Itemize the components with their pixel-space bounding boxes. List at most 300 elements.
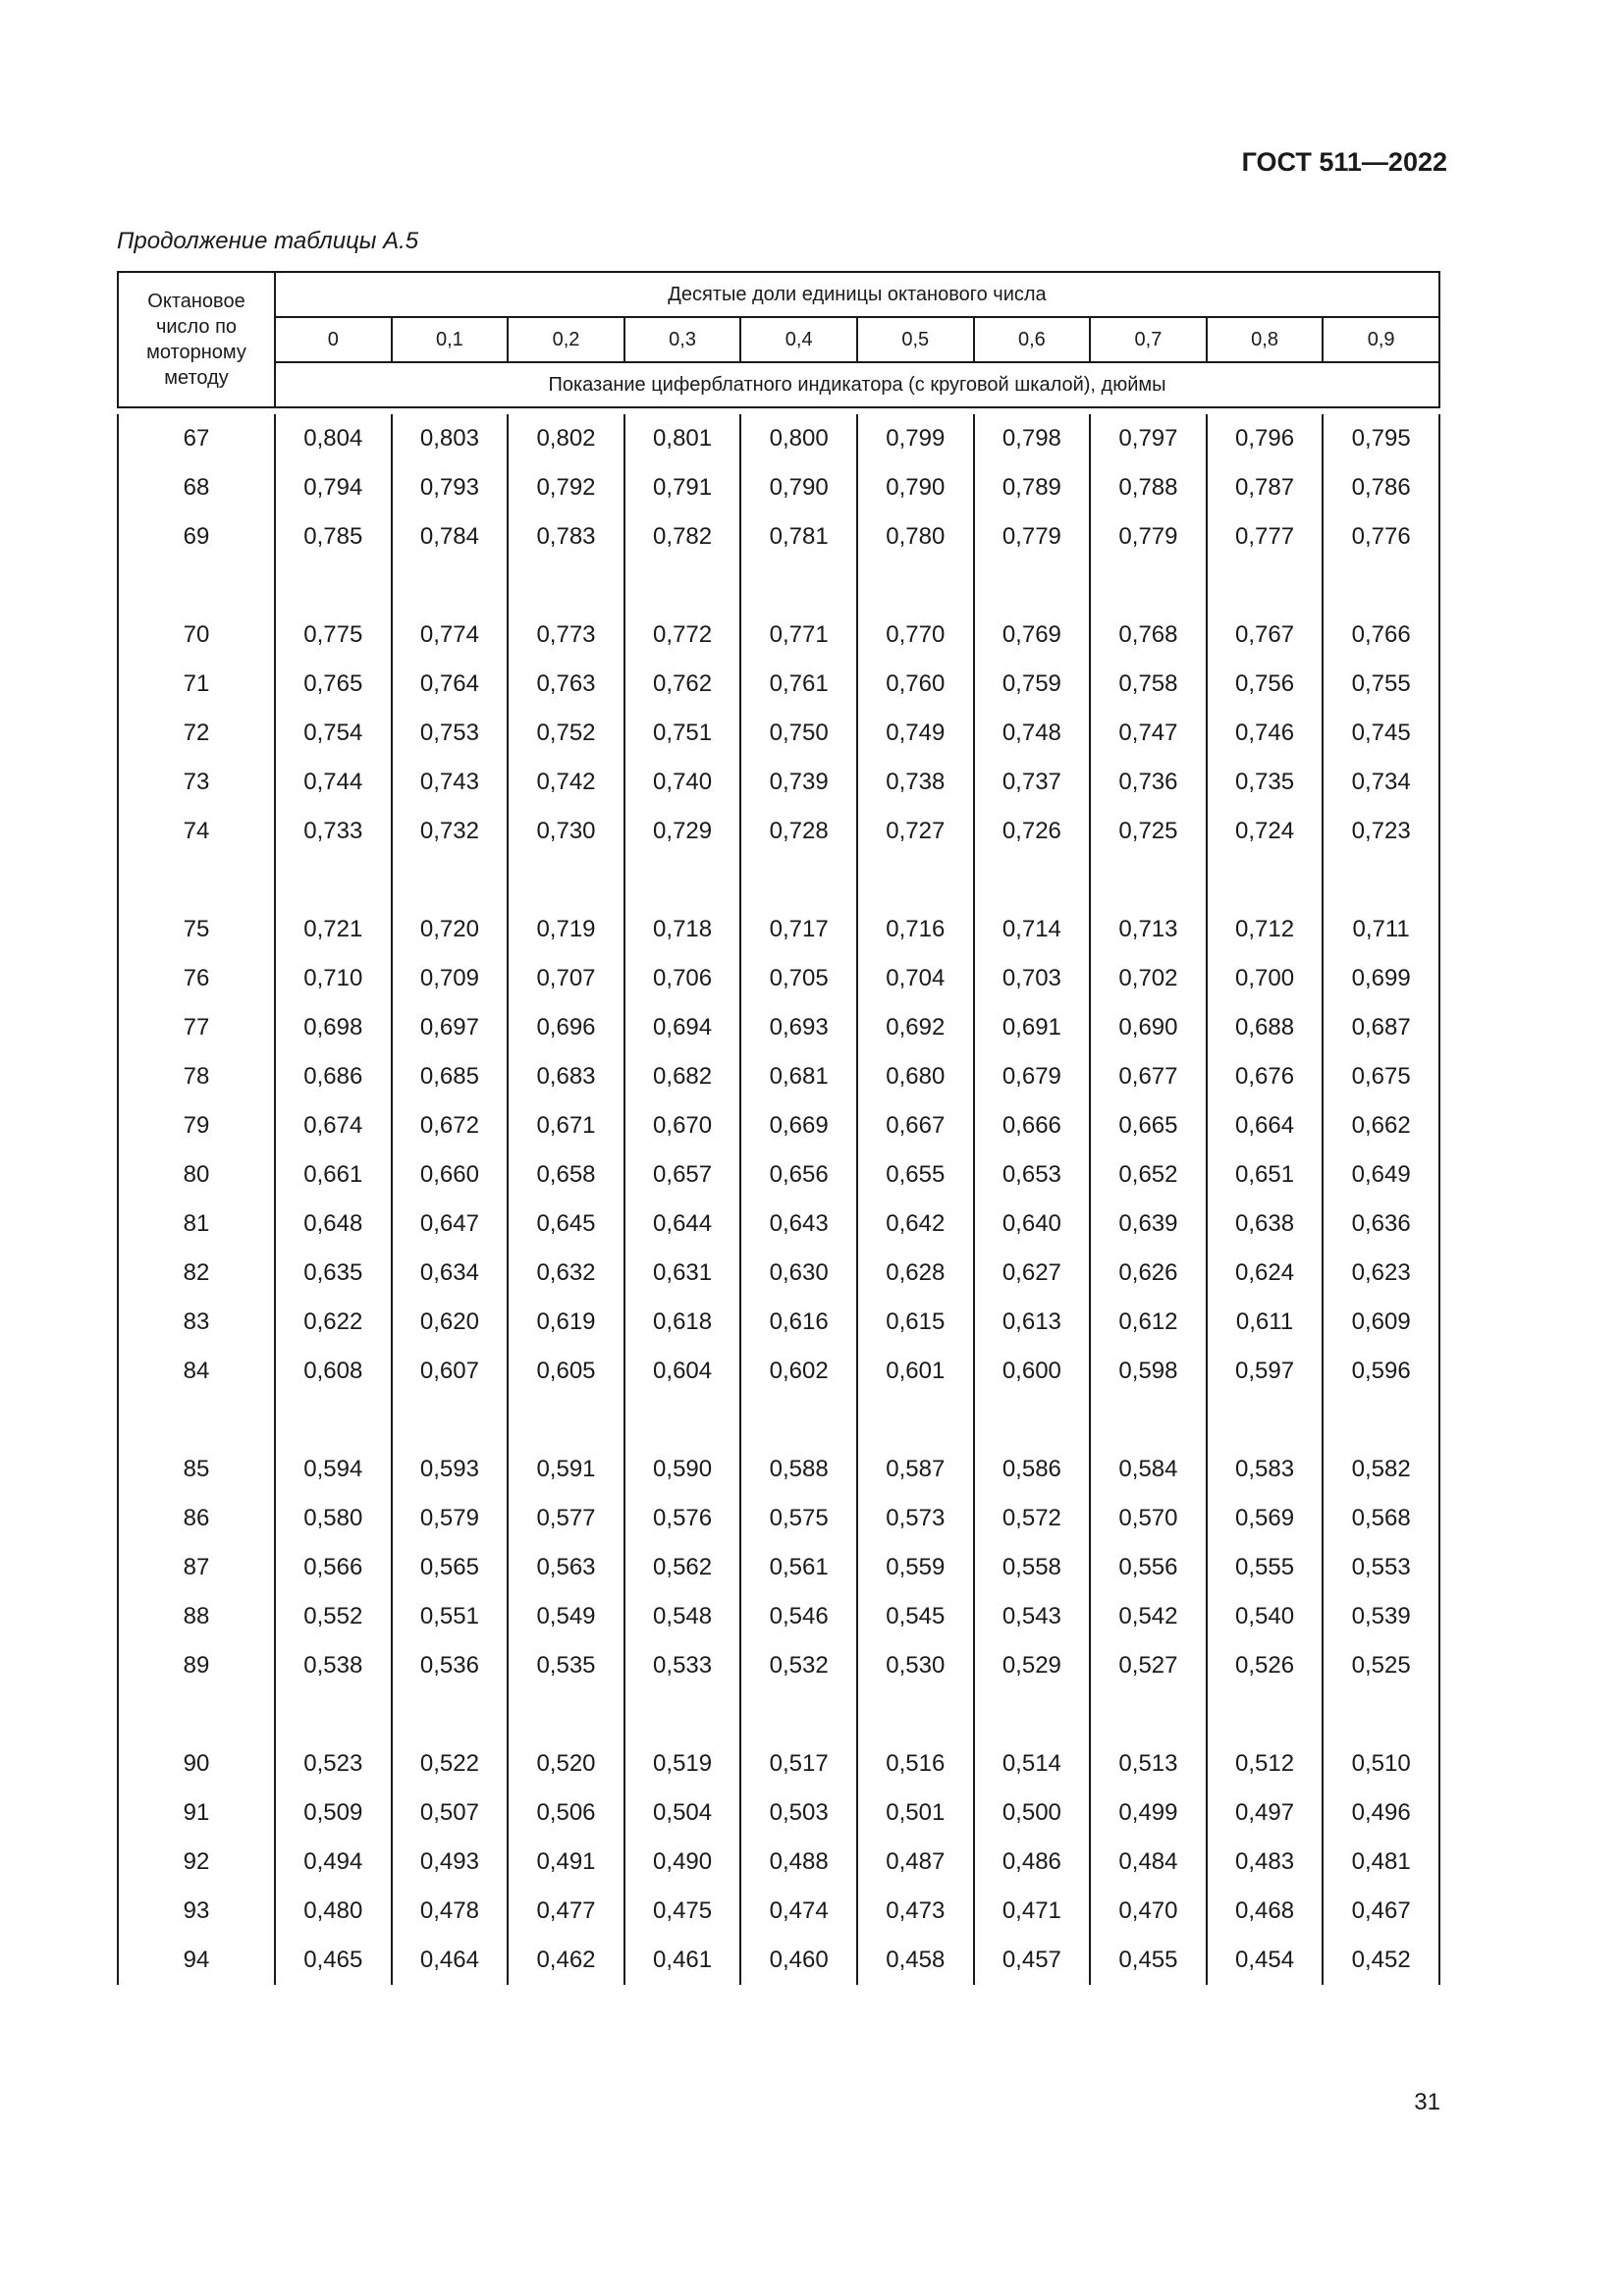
- reading-cell: 0,667: [857, 1101, 974, 1150]
- reading-cell: 0,655: [857, 1150, 974, 1200]
- reading-cell: 0,490: [624, 1838, 741, 1887]
- octane-number-cell: 70: [118, 611, 275, 660]
- octane-number-cell: 94: [118, 1936, 275, 1985]
- page-number: 31: [1414, 2089, 1440, 2115]
- reading-cell: 0,662: [1323, 1101, 1439, 1150]
- reading-cell: 0,755: [1323, 660, 1439, 709]
- reading-cell: 0,696: [508, 1003, 624, 1052]
- group-spacer: [118, 1690, 1439, 1739]
- column-header: 0,4: [740, 317, 857, 362]
- reading-cell: 0,455: [1090, 1936, 1207, 1985]
- reading-cell: 0,556: [1090, 1543, 1207, 1592]
- reading-cell: 0,467: [1323, 1887, 1439, 1936]
- reading-cell: 0,520: [508, 1739, 624, 1789]
- reading-cell: 0,643: [740, 1200, 857, 1249]
- reading-cell: 0,594: [275, 1445, 392, 1494]
- table-row: [118, 758, 1439, 807]
- reading-cell: 0,590: [624, 1445, 741, 1494]
- reading-cell: 0,771: [740, 611, 857, 660]
- reading-cell: 0,779: [1090, 512, 1207, 561]
- reading-cell: 0,645: [508, 1200, 624, 1249]
- reading-cell: 0,510: [1323, 1739, 1439, 1789]
- reading-cell: 0,766: [1323, 611, 1439, 660]
- reading-cell: 0,735: [1207, 758, 1324, 807]
- reading-cell: 0,700: [1207, 954, 1324, 1003]
- reading-cell: 0,711: [1323, 905, 1439, 954]
- reading-cell: 0,802: [508, 414, 624, 463]
- reading-cell: 0,457: [974, 1936, 1091, 1985]
- reading-cell: 0,529: [974, 1641, 1091, 1690]
- reading-cell: 0,503: [740, 1789, 857, 1838]
- reading-cell: 0,687: [1323, 1003, 1439, 1052]
- table-row: [118, 1347, 1439, 1396]
- reading-cell: 0,514: [974, 1739, 1091, 1789]
- reading-cell: 0,685: [392, 1052, 509, 1101]
- reading-cell: 0,720: [392, 905, 509, 954]
- table-row: [118, 709, 1439, 758]
- reading-cell: 0,738: [857, 758, 974, 807]
- reading-cell: 0,754: [275, 709, 392, 758]
- reading-cell: 0,584: [1090, 1445, 1207, 1494]
- reading-cell: 0,558: [974, 1543, 1091, 1592]
- spacer-cell: [740, 1690, 857, 1739]
- reading-cell: 0,532: [740, 1641, 857, 1690]
- reading-cell: 0,623: [1323, 1249, 1439, 1298]
- reading-cell: 0,692: [857, 1003, 974, 1052]
- reading-cell: 0,587: [857, 1445, 974, 1494]
- reading-cell: 0,660: [392, 1150, 509, 1200]
- reading-cell: 0,473: [857, 1887, 974, 1936]
- reading-cell: 0,758: [1090, 660, 1207, 709]
- reading-cell: 0,494: [275, 1838, 392, 1887]
- octane-number-cell: 81: [118, 1200, 275, 1249]
- spacer-cell: [624, 1396, 741, 1445]
- reading-cell: 0,775: [275, 611, 392, 660]
- reading-cell: 0,500: [974, 1789, 1091, 1838]
- octane-number-cell: 67: [118, 414, 275, 463]
- reading-cell: 0,549: [508, 1592, 624, 1641]
- reading-cell: 0,452: [1323, 1936, 1439, 1985]
- reading-cell: 0,525: [1323, 1641, 1439, 1690]
- reading-cell: 0,697: [392, 1003, 509, 1052]
- group-spacer: [118, 856, 1439, 905]
- table-row: [118, 1887, 1439, 1936]
- table-row: [118, 1150, 1439, 1200]
- spacer-cell: [1323, 1690, 1439, 1739]
- reading-cell: 0,762: [624, 660, 741, 709]
- reading-cell: 0,497: [1207, 1789, 1324, 1838]
- reading-cell: 0,705: [740, 954, 857, 1003]
- reading-cell: 0,688: [1207, 1003, 1324, 1052]
- reading-cell: 0,714: [974, 905, 1091, 954]
- reading-cell: 0,579: [392, 1494, 509, 1543]
- column-header: 0: [275, 317, 392, 362]
- reading-cell: 0,713: [1090, 905, 1207, 954]
- reading-cell: 0,612: [1090, 1298, 1207, 1347]
- column-header: 0,6: [974, 317, 1091, 362]
- reading-cell: 0,761: [740, 660, 857, 709]
- reading-cell: 0,573: [857, 1494, 974, 1543]
- spacer-cell: [1207, 1396, 1324, 1445]
- table-row: [118, 463, 1439, 512]
- reading-cell: 0,651: [1207, 1150, 1324, 1200]
- spacer-cell: [857, 561, 974, 611]
- reading-cell: 0,523: [275, 1739, 392, 1789]
- reading-cell: 0,561: [740, 1543, 857, 1592]
- table-row: [118, 660, 1439, 709]
- reading-cell: 0,507: [392, 1789, 509, 1838]
- reading-cell: 0,613: [974, 1298, 1091, 1347]
- reading-cell: 0,674: [275, 1101, 392, 1150]
- spacer-cell: [624, 561, 741, 611]
- reading-cell: 0,784: [392, 512, 509, 561]
- octane-number-cell: 69: [118, 512, 275, 561]
- reading-cell: 0,803: [392, 414, 509, 463]
- reading-cell: 0,519: [624, 1739, 741, 1789]
- reading-cell: 0,568: [1323, 1494, 1439, 1543]
- spacer-cell: [974, 1396, 1091, 1445]
- reading-cell: 0,672: [392, 1101, 509, 1150]
- octane-number-cell: 93: [118, 1887, 275, 1936]
- reading-cell: 0,779: [974, 512, 1091, 561]
- reading-cell: 0,454: [1207, 1936, 1324, 1985]
- octane-number-cell: 77: [118, 1003, 275, 1052]
- column-headers: [118, 317, 1439, 362]
- spacer-cell: [1207, 1690, 1324, 1739]
- reading-cell: 0,792: [508, 463, 624, 512]
- reading-cell: 0,602: [740, 1347, 857, 1396]
- reading-cell: 0,730: [508, 807, 624, 856]
- group-spacer: [118, 561, 1439, 611]
- reading-cell: 0,538: [275, 1641, 392, 1690]
- table-row: [118, 1494, 1439, 1543]
- reading-cell: 0,657: [624, 1150, 741, 1200]
- document-code: ГОСТ 511—2022: [1241, 147, 1447, 177]
- table-row: [118, 1200, 1439, 1249]
- reading-cell: 0,483: [1207, 1838, 1324, 1887]
- reading-cell: 0,575: [740, 1494, 857, 1543]
- table-body: [117, 414, 1440, 1985]
- reading-cell: 0,461: [624, 1936, 741, 1985]
- spacer-cell: [392, 561, 509, 611]
- reading-cell: 0,619: [508, 1298, 624, 1347]
- reading-cell: 0,491: [508, 1838, 624, 1887]
- reading-cell: 0,717: [740, 905, 857, 954]
- spacer-cell: [974, 561, 1091, 611]
- reading-cell: 0,458: [857, 1936, 974, 1985]
- reading-cell: 0,690: [1090, 1003, 1207, 1052]
- column-header: 0,1: [392, 317, 509, 362]
- spacer-cell: [1323, 1396, 1439, 1445]
- reading-cell: 0,522: [392, 1739, 509, 1789]
- octane-number-cell: 80: [118, 1150, 275, 1200]
- reading-cell: 0,509: [275, 1789, 392, 1838]
- reading-cell: 0,782: [624, 512, 741, 561]
- spacer-cell: [974, 1690, 1091, 1739]
- reading-cell: 0,640: [974, 1200, 1091, 1249]
- reading-cell: 0,611: [1207, 1298, 1324, 1347]
- reading-cell: 0,790: [740, 463, 857, 512]
- reading-cell: 0,563: [508, 1543, 624, 1592]
- reading-cell: 0,676: [1207, 1052, 1324, 1101]
- reading-cell: 0,569: [1207, 1494, 1324, 1543]
- reading-cell: 0,721: [275, 905, 392, 954]
- reading-cell: 0,608: [275, 1347, 392, 1396]
- reading-cell: 0,536: [392, 1641, 509, 1690]
- reading-cell: 0,481: [1323, 1838, 1439, 1887]
- spacer-cell: [1323, 856, 1439, 905]
- reading-cell: 0,670: [624, 1101, 741, 1150]
- reading-cell: 0,707: [508, 954, 624, 1003]
- reading-cell: 0,710: [275, 954, 392, 1003]
- spacer-cell: [118, 1396, 275, 1445]
- reading-cell: 0,555: [1207, 1543, 1324, 1592]
- reading-cell: 0,649: [1323, 1150, 1439, 1200]
- reading-cell: 0,597: [1207, 1347, 1324, 1396]
- reading-cell: 0,765: [275, 660, 392, 709]
- table-row: [118, 1838, 1439, 1887]
- reading-cell: 0,783: [508, 512, 624, 561]
- reading-cell: 0,471: [974, 1887, 1091, 1936]
- octane-number-cell: 78: [118, 1052, 275, 1101]
- reading-cell: 0,681: [740, 1052, 857, 1101]
- reading-cell: 0,480: [275, 1887, 392, 1936]
- reading-cell: 0,664: [1207, 1101, 1324, 1150]
- reading-cell: 0,734: [1323, 758, 1439, 807]
- reading-cell: 0,593: [392, 1445, 509, 1494]
- spacer-cell: [740, 1396, 857, 1445]
- reading-cell: 0,631: [624, 1249, 741, 1298]
- reading-cell: 0,785: [275, 512, 392, 561]
- reading-cell: 0,622: [275, 1298, 392, 1347]
- reading-cell: 0,647: [392, 1200, 509, 1249]
- octane-number-cell: 72: [118, 709, 275, 758]
- reading-cell: 0,749: [857, 709, 974, 758]
- reading-cell: 0,635: [275, 1249, 392, 1298]
- reading-cell: 0,683: [508, 1052, 624, 1101]
- reading-cell: 0,723: [1323, 807, 1439, 856]
- table-row: [118, 1445, 1439, 1494]
- reading-cell: 0,648: [275, 1200, 392, 1249]
- reading-cell: 0,748: [974, 709, 1091, 758]
- octane-number-cell: 74: [118, 807, 275, 856]
- top-header: Десятые доли единицы октанового числа: [275, 272, 1439, 317]
- octane-number-cell: 91: [118, 1789, 275, 1838]
- reading-cell: 0,543: [974, 1592, 1091, 1641]
- table-header: [117, 271, 1440, 408]
- reading-cell: 0,789: [974, 463, 1091, 512]
- reading-cell: 0,799: [857, 414, 974, 463]
- reading-cell: 0,553: [1323, 1543, 1439, 1592]
- reading-cell: 0,776: [1323, 512, 1439, 561]
- table-row: [118, 1298, 1439, 1347]
- reading-cell: 0,630: [740, 1249, 857, 1298]
- reading-cell: 0,577: [508, 1494, 624, 1543]
- reading-cell: 0,794: [275, 463, 392, 512]
- spacer-cell: [857, 1396, 974, 1445]
- reading-cell: 0,512: [1207, 1739, 1324, 1789]
- reading-cell: 0,774: [392, 611, 509, 660]
- reading-cell: 0,506: [508, 1789, 624, 1838]
- reading-cell: 0,694: [624, 1003, 741, 1052]
- reading-cell: 0,462: [508, 1936, 624, 1985]
- reading-cell: 0,484: [1090, 1838, 1207, 1887]
- reading-cell: 0,639: [1090, 1200, 1207, 1249]
- reading-cell: 0,533: [624, 1641, 741, 1690]
- table-row: [118, 1052, 1439, 1101]
- spacer-cell: [1090, 561, 1207, 611]
- reading-cell: 0,746: [1207, 709, 1324, 758]
- table-row: [118, 1592, 1439, 1641]
- reading-cell: 0,777: [1207, 512, 1324, 561]
- reading-cell: 0,739: [740, 758, 857, 807]
- reading-cell: 0,669: [740, 1101, 857, 1150]
- reading-cell: 0,702: [1090, 954, 1207, 1003]
- reading-cell: 0,624: [1207, 1249, 1324, 1298]
- reading-cell: 0,572: [974, 1494, 1091, 1543]
- reading-cell: 0,501: [857, 1789, 974, 1838]
- table-row: [118, 1543, 1439, 1592]
- reading-cell: 0,756: [1207, 660, 1324, 709]
- spacer-cell: [275, 1690, 392, 1739]
- reading-cell: 0,763: [508, 660, 624, 709]
- table-row: [118, 1936, 1439, 1985]
- reading-cell: 0,791: [624, 463, 741, 512]
- column-header: 0,7: [1090, 317, 1207, 362]
- reading-cell: 0,699: [1323, 954, 1439, 1003]
- octane-number-cell: 73: [118, 758, 275, 807]
- reading-cell: 0,745: [1323, 709, 1439, 758]
- octane-number-cell: 92: [118, 1838, 275, 1887]
- reading-cell: 0,615: [857, 1298, 974, 1347]
- octane-number-cell: 84: [118, 1347, 275, 1396]
- spacer-cell: [118, 856, 275, 905]
- units-header: Показание циферблатного индикатора (с круговой шкалой), дюймы: [275, 362, 1439, 407]
- spacer-cell: [275, 561, 392, 611]
- reading-cell: 0,548: [624, 1592, 741, 1641]
- reading-cell: 0,769: [974, 611, 1091, 660]
- table-row: [118, 1249, 1439, 1298]
- spacer-cell: [1207, 561, 1324, 611]
- reading-cell: 0,601: [857, 1347, 974, 1396]
- spacer-cell: [624, 856, 741, 905]
- reading-cell: 0,605: [508, 1347, 624, 1396]
- reading-cell: 0,698: [275, 1003, 392, 1052]
- reading-cell: 0,562: [624, 1543, 741, 1592]
- column-header: 0,2: [508, 317, 624, 362]
- reading-cell: 0,718: [624, 905, 741, 954]
- reading-cell: 0,732: [392, 807, 509, 856]
- reading-cell: 0,786: [1323, 463, 1439, 512]
- reading-cell: 0,726: [974, 807, 1091, 856]
- reading-cell: 0,742: [508, 758, 624, 807]
- spacer-cell: [508, 1396, 624, 1445]
- reading-cell: 0,487: [857, 1838, 974, 1887]
- reading-cell: 0,642: [857, 1200, 974, 1249]
- reading-cell: 0,744: [275, 758, 392, 807]
- reading-cell: 0,551: [392, 1592, 509, 1641]
- reading-cell: 0,609: [1323, 1298, 1439, 1347]
- spacer-cell: [275, 856, 392, 905]
- reading-cell: 0,644: [624, 1200, 741, 1249]
- reading-cell: 0,800: [740, 414, 857, 463]
- reading-cell: 0,760: [857, 660, 974, 709]
- reading-cell: 0,516: [857, 1739, 974, 1789]
- column-header: 0,8: [1207, 317, 1324, 362]
- spacer-cell: [1090, 856, 1207, 905]
- reading-cell: 0,665: [1090, 1101, 1207, 1150]
- spacer-cell: [857, 1690, 974, 1739]
- reading-cell: 0,517: [740, 1739, 857, 1789]
- reading-cell: 0,703: [974, 954, 1091, 1003]
- reading-cell: 0,740: [624, 758, 741, 807]
- reading-cell: 0,565: [392, 1543, 509, 1592]
- spacer-cell: [1090, 1690, 1207, 1739]
- table-row: [118, 905, 1439, 954]
- reading-cell: 0,693: [740, 1003, 857, 1052]
- reading-cell: 0,634: [392, 1249, 509, 1298]
- reading-cell: 0,546: [740, 1592, 857, 1641]
- table-row: [118, 611, 1439, 660]
- reading-cell: 0,570: [1090, 1494, 1207, 1543]
- reading-cell: 0,795: [1323, 414, 1439, 463]
- spacer-cell: [118, 1690, 275, 1739]
- reading-cell: 0,790: [857, 463, 974, 512]
- reading-cell: 0,475: [624, 1887, 741, 1936]
- reading-cell: 0,596: [1323, 1347, 1439, 1396]
- reading-cell: 0,465: [275, 1936, 392, 1985]
- reading-cell: 0,499: [1090, 1789, 1207, 1838]
- reading-cell: 0,580: [275, 1494, 392, 1543]
- reading-cell: 0,727: [857, 807, 974, 856]
- reading-cell: 0,661: [275, 1150, 392, 1200]
- spacer-cell: [275, 1396, 392, 1445]
- reading-cell: 0,636: [1323, 1200, 1439, 1249]
- reading-cell: 0,751: [624, 709, 741, 758]
- reading-cell: 0,628: [857, 1249, 974, 1298]
- column-header: 0,9: [1323, 317, 1439, 362]
- reading-cell: 0,729: [624, 807, 741, 856]
- reading-cell: 0,750: [740, 709, 857, 758]
- reading-cell: 0,656: [740, 1150, 857, 1200]
- reading-cell: 0,725: [1090, 807, 1207, 856]
- table-caption: Продолжение таблицы А.5: [117, 228, 419, 254]
- spacer-cell: [392, 856, 509, 905]
- reading-cell: 0,559: [857, 1543, 974, 1592]
- reading-cell: 0,460: [740, 1936, 857, 1985]
- spacer-cell: [1323, 561, 1439, 611]
- reading-cell: 0,545: [857, 1592, 974, 1641]
- reading-cell: 0,638: [1207, 1200, 1324, 1249]
- table-row: [118, 807, 1439, 856]
- octane-number-cell: 82: [118, 1249, 275, 1298]
- reading-cell: 0,583: [1207, 1445, 1324, 1494]
- reading-cell: 0,737: [974, 758, 1091, 807]
- spacer-cell: [508, 561, 624, 611]
- row-header-octane: Октановое число по моторному методу: [118, 272, 275, 407]
- reading-cell: 0,666: [974, 1101, 1091, 1150]
- reading-cell: 0,542: [1090, 1592, 1207, 1641]
- reading-cell: 0,530: [857, 1641, 974, 1690]
- spacer-cell: [1090, 1396, 1207, 1445]
- reading-cell: 0,796: [1207, 414, 1324, 463]
- reading-cell: 0,535: [508, 1641, 624, 1690]
- reading-cell: 0,736: [1090, 758, 1207, 807]
- reading-cell: 0,588: [740, 1445, 857, 1494]
- reading-cell: 0,526: [1207, 1641, 1324, 1690]
- reading-cell: 0,691: [974, 1003, 1091, 1052]
- spacer-cell: [740, 856, 857, 905]
